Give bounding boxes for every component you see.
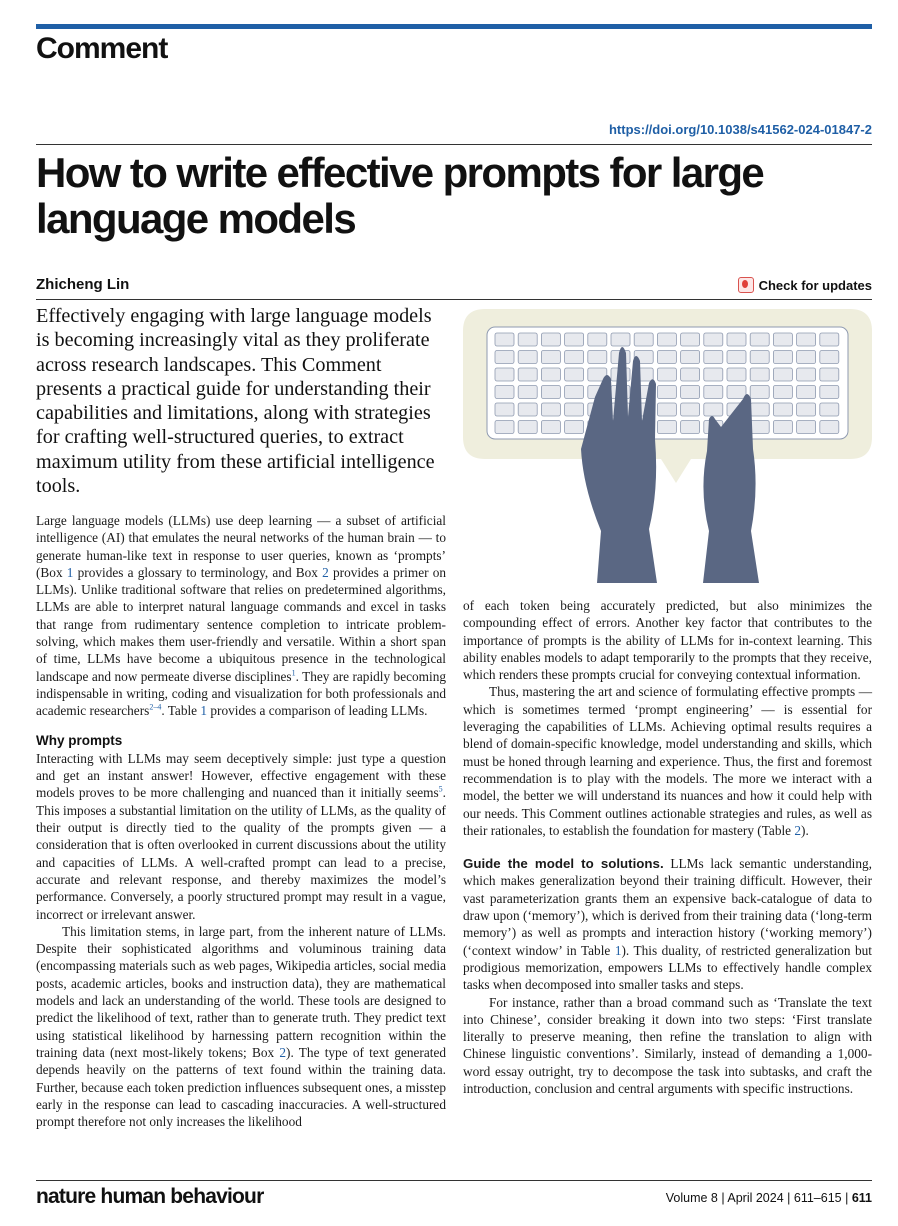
section-label: Comment xyxy=(36,32,168,65)
keyboard-illustration xyxy=(463,309,872,583)
footer-info: Volume 8 | April 2024 | 611–615 | 611 xyxy=(665,1191,872,1205)
divider xyxy=(36,144,872,145)
section-heading: Why prompts xyxy=(36,732,123,748)
article-title: How to write effective prompts for large language models xyxy=(36,149,764,242)
citation-link[interactable]: 2–4 xyxy=(149,702,162,712)
run-in-heading: Guide the model to solutions. xyxy=(463,856,664,872)
body-column-right xyxy=(463,597,872,1097)
box-link[interactable]: 1 xyxy=(66,564,74,580)
citation-link[interactable]: 5 xyxy=(438,785,443,795)
body-paragraph: This limitation stems, in large part, from the inherent nature of LLMs. Despite their sophisticated algorithms and voluminous training data (encompassing materials such as web pages, Wikipedia articles, social media posts, academic articles, books and instruction data), they are mathematical models and lack an understanding of the world. These tools are designed to predict the likelihood of text, rather than to generate truth. They predict text using statistical likelihood by harnessing pattern recognition within the training data (next most-likely tokens; Box 2). The type of text generated depends heavily on the patterns of text found within the training data. Further, because each token prediction influences subsequent ones, a misstep early in the response can lead to cascading inaccuracies. A well-structured prompt therefore not only increases the likelihood xyxy=(36,923,446,1130)
page-range: 611–615 xyxy=(793,1191,842,1205)
body-column-left xyxy=(36,512,446,1130)
divider xyxy=(36,299,872,300)
box-link[interactable]: 2 xyxy=(322,564,329,580)
body-paragraph: Interacting with LLMs may seem deceptively simple: just type a question and get an instant answer! However, effective engagement with these models proves to be more challenging and nuanced than it initially seems$^5$. This imposes a substantial limitation on the utility of LLMs, as the quality of their output is directly tied to the quality of the prompts given — a consideration that is often overlooked in current discussions about the utility and capacities of LLMs. A well-crafted prompt can lead to a precise, accurate and relevant response, and thereby maximizes the model’s performance. Conversely, a poorly structured prompt may result in a vague, incorrect or irrelevant answer. xyxy=(36,750,446,922)
table-link[interactable]: 1 xyxy=(614,942,622,958)
body-paragraph: For instance, rather than a broad command such as ‘Translate the text into Chinese’, consider breaking it down into two steps: ‘First translate literally to preserve meaning, then refine the translation to align with Chinese linguistic conventions’. Similarly, instead of demanding a 1,000-word essay outright, try to decompose the task into subtasks, and craft the introduction, conclusion and central arguments with specific instructions. xyxy=(463,994,872,1097)
top-accent-bar xyxy=(36,24,872,29)
body-paragraph: Large language models (LLMs) use deep learning — a subset of artificial intelligence (AI) that emulates the neural networks of the human brain — to generate human-like text in response to user queries, known as ‘prompts’ (Box 1 provides a glossary to terminology, and Box 2 provides a primer on LLMs). Unlike traditional software that relies on predetermined algorithms, LLMs are able to interpret natural language commands and excel in tasks that range from rudimentary sentence completion to intricate problem-solving, which makes them user-friendly and versatile. Within a short span of time, LLMs have become a ubiquitous presence in the technological landscape and now permeate diverse disciplines$^1$. They are rapidly becoming indispensable in writing, coding and visualization for both professionals and academic researchers$^{2-4}$. Table 1 provides a comparison of leading LLMs. xyxy=(36,513,447,719)
author-name: Zhicheng Lin xyxy=(36,276,130,293)
body-paragraph: Guide the model to solutions. LLMs lack semantic understanding, which makes generalization beyond their training difficult. However, their vast parameterization grants them an expensive back-catalogue of data to draw upon (‘memory’), which is derived from their training data (‘long-term memory’) as well as prompts and interaction history (‘working memory’) (‘context window’ in Table 1). This duality, of restricted generalization but prodigious memorization, empowers LLMs to effectively handle complex tasks when decomposed into smaller tasks and steps. xyxy=(463,856,872,993)
divider xyxy=(36,1180,872,1181)
table-link[interactable]: 1 xyxy=(200,703,208,719)
body-paragraph: of each token being accurately predicted, but also minimizes the compounding effect of errors. Another key factor that contributes to the importance of prompts is the ability of LLMs for in-context learning. This ability enables models to adapt temporarily to the prompts that they receive, which renders these prompts crucial for conveying contextual information. xyxy=(463,598,872,683)
keyboard-icon xyxy=(487,327,848,439)
table-link[interactable]: 2 xyxy=(794,822,802,838)
volume: Volume 8 xyxy=(665,1191,718,1205)
doi-link[interactable]: https://doi.org/10.1038/s41562-024-01847-2 xyxy=(608,122,872,137)
citation-link[interactable]: 1 xyxy=(291,668,296,678)
body-paragraph: Thus, mastering the art and science of formulating effective prompts — which is sometimes termed ‘prompt engineering’ — is essential for leveraging the capabilities of LLMs. Achieving optimal results requires a blend of domain-specific knowledge, model understanding and skills, which must be honed through learning and experience. Thus, the first and foremost recommendation is to play with the models. The more we interact with a model, the better we will understand its nuances and how it could help with our needs. This Comment outlines actionable strategies and rules, as well as their rationales, to establish the foundation for mastery (Table 2). xyxy=(463,684,872,838)
page-number: 611 xyxy=(851,1191,872,1205)
issue-date: April 2024 xyxy=(727,1191,784,1205)
journal-name: nature human behaviour xyxy=(36,1185,264,1208)
check-for-updates-button[interactable] xyxy=(738,277,872,293)
box-link[interactable]: 2 xyxy=(279,1044,287,1060)
standfirst: Effectively engaging with large language models is becoming increasingly vital as they proliferate across research landscapes. This Comment presents a practical guide for understanding their capabilities and limitations, along with strategies for crafting well-structured queries, to extract maximum utility from these artificial intelligence tools. xyxy=(36,305,435,498)
check-updates-icon xyxy=(738,277,754,293)
check-updates-label: Check for updates xyxy=(758,277,872,293)
